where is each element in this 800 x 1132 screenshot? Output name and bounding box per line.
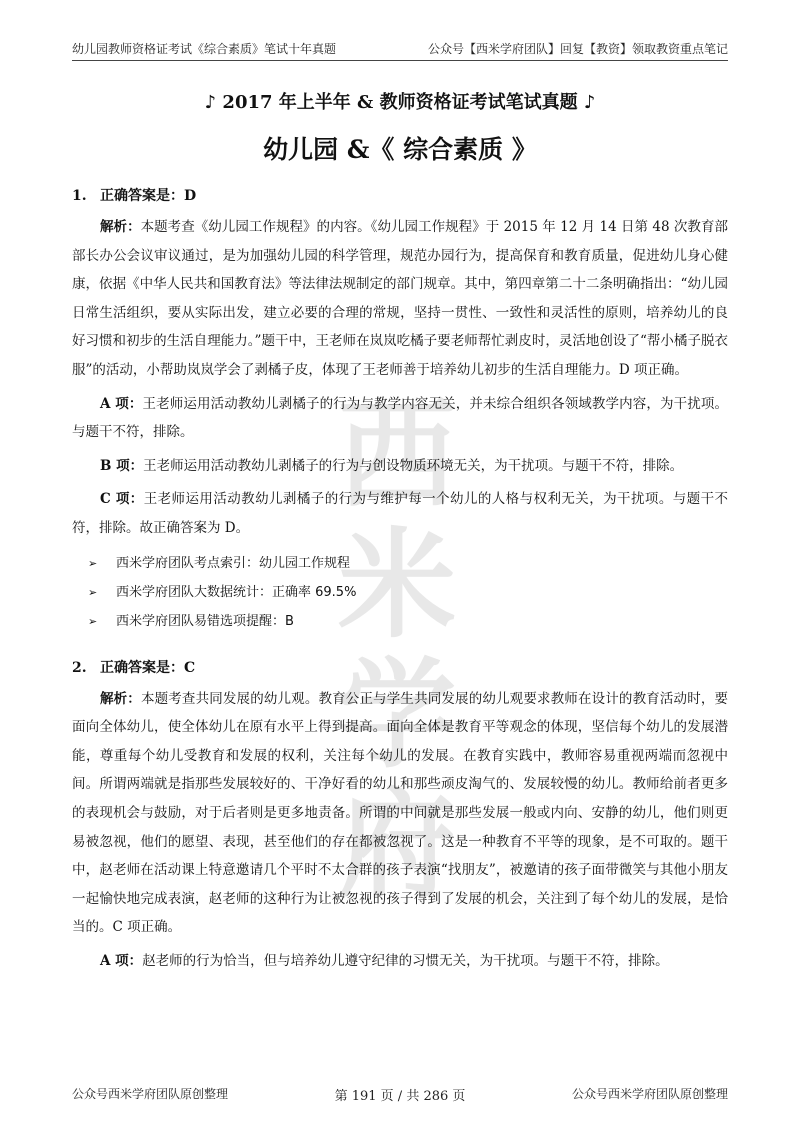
option-a-label: A 项： [100, 395, 143, 412]
document-body [72, 84, 728, 975]
question-1-answer [72, 186, 728, 206]
note-text: 西米学府团队考点索引：幼儿园工作规程 [116, 555, 351, 571]
question-1-notes [72, 549, 728, 636]
option-b-label: B 项： [100, 457, 144, 474]
option-a-text: 王老师运用活动教幼儿剥橘子的行为与教学内容无关，并未综合组织各领域教学内容，为干扰项。与题干不符，排除。 [72, 395, 728, 441]
analysis-text: 本题考查《幼儿园工作规程》的内容。《幼儿园工作规程》于 2015 年 12 月 14 日第 48 次教育部部长办公会议审议通过，是为加强幼儿园的科学管理，规范办园行为，提高保育和教育质量，促进幼儿身心健康，依据《中华人民共和国教育法》等法律法规制定的部门规章。其中，第四章第二十二条明确指出：“幼儿园日常生活组织，要从实际出发，建立必要的合理的常规，坚持一贯性、一致性和灵活性的原则，培养幼儿的良好习惯和初步的生活自理能力。”题干中，王老师在岚岚吃橘子要老师帮忙剥皮时，灵活地创设了“帮小橘子脱衣服”的活动，小帮助岚岚学会了剥橘子皮，体现了王老师善于培养幼儿初步的生活自理能力。D 项正确。 [72, 219, 728, 378]
watermark-line-1: 西米 [337, 386, 462, 654]
header-right-text: 公众号【西米学府团队】回复【教资】领取教资重点笔记 [427, 42, 728, 56]
question-1-option-c [72, 485, 728, 542]
note-text: 西米学府团队大数据统计：正确率 69.5% [116, 584, 357, 600]
question-2-analysis [72, 685, 728, 942]
exam-title: ♪ 2017 年上半年 & 教师资格证考试笔试真题 ♪ [204, 92, 596, 113]
question-2-answer [72, 658, 728, 678]
question-1-answer-text: 正确答案是：D [100, 188, 197, 204]
analysis-label: 解析： [100, 690, 141, 707]
arrow-bullet-icon: ➢ [88, 556, 98, 570]
arrow-bullet-icon: ➢ [88, 614, 98, 628]
question-2-option-a [72, 947, 728, 976]
question-1-option-a [72, 390, 728, 447]
option-a-label: A 项： [100, 952, 143, 969]
page-number: 第 191 页 / 共 286 页 [334, 1089, 466, 1104]
question-1-number: 1. [72, 188, 87, 204]
option-b-text: 王老师运用活动教幼儿剥橘子的行为与创设物质环境无关，为干扰项。与题干不符，排除。 [143, 457, 684, 474]
arrow-bullet-icon: ➢ [88, 585, 98, 599]
footer-left-text: 公众号西米学府团队原创整理 [72, 1087, 229, 1101]
page-footer [72, 1085, 728, 1104]
analysis-label: 解析： [100, 219, 141, 235]
footer-right-text: 公众号西米学府团队原创整理 [571, 1087, 728, 1101]
list-item [88, 578, 728, 607]
question-1-option-b [72, 452, 728, 481]
question-2-answer-text: 正确答案是：C [100, 659, 196, 676]
subject-title: 幼儿园 &《 综合素质 》 [263, 135, 537, 164]
option-c-label: C 项： [100, 491, 144, 508]
list-item [88, 549, 728, 578]
watermark-line-2: 学府 [337, 646, 462, 914]
page-header [72, 40, 728, 61]
question-2-number: 2. [72, 659, 87, 676]
analysis-text: 本题考查共同发展的幼儿观。教育公正与学生共同发展的幼儿观要求教师在设计的教育活动时，要面向全体幼儿，使全体幼儿在原有水平上得到提高。面向全体是教育平等观念的体现，坚信每个幼儿的发展潜能，尊重每个幼儿受教育和发展的权利，关注每个幼儿的发展。在教育实践中，教师容易重视两端而忽视中间。所谓两端就是指那些发展较好的、干净好看的幼儿和那些顽皮淘气的、发展较慢的幼儿。教师给前者更多的表现机会与鼓励，对于后者则是更多地责备。所谓的中间就是那些发展一般或内向、安静的幼儿，他们则更易被忽视，他们的愿望、表现，甚至他们的存在都被忽视了。这是一种教育不平等的现象，是不可取的。题干中，赵老师在活动课上特意邀请几个平时不太合群的孩子表演“找朋友”，被邀请的孩子面带微笑与其他小朋友一起愉快地完成表演，赵老师的这种行为让被忽视的孩子得到了发展的机会，关注到了每个幼儿的发展，是恰当的。C 项正确。 [72, 690, 729, 936]
option-c-text: 王老师运用活动教幼儿剥橘子的行为与维护每一个幼儿的人格与权利无关，为干扰项。与题干不符，排除。故正确答案为 D。 [72, 491, 728, 536]
header-left-text: 幼儿园教师资格证考试《综合素质》笔试十年真题 [72, 42, 337, 56]
option-a-text: 赵老师的行为恰当，但与培养幼儿遵守纪律的习惯无关，为干扰项。与题干不符，排除。 [142, 952, 669, 969]
list-item [88, 607, 728, 636]
note-text: 西米学府团队易错选项提醒：B [116, 613, 294, 629]
question-1-analysis [72, 213, 728, 385]
